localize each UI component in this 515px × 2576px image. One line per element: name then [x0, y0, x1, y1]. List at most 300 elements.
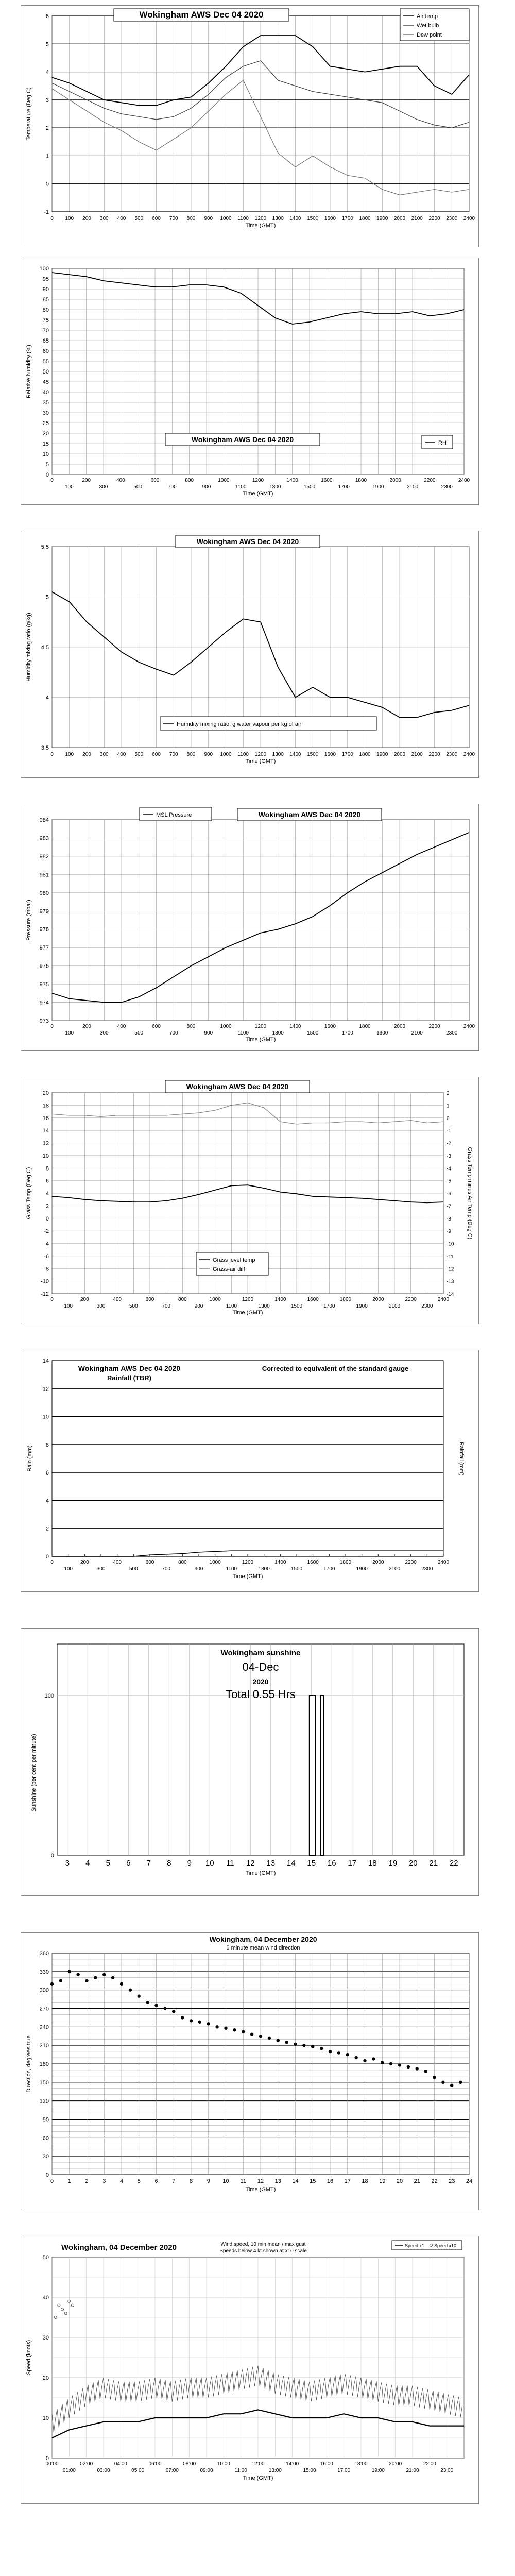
x-tick-label: 1800: [359, 216, 371, 222]
chart-title: Wokingham AWS Dec 04 2020: [139, 10, 264, 20]
y-tick-label: 4: [45, 1498, 49, 1504]
x-tick-label: 1100: [237, 752, 249, 757]
direction-point: [163, 2007, 166, 2010]
x-tick-label: 1500: [307, 216, 319, 222]
x-tick-label: 1800: [339, 1297, 352, 1302]
x-tick-label: 1500: [307, 1030, 319, 1036]
direction-point: [285, 2041, 288, 2044]
x-tick-label: 0: [50, 1560, 54, 1565]
humidity-chart: [21, 258, 478, 504]
x-tick-label: 400: [116, 478, 125, 483]
x-tick-label: 2200: [424, 478, 436, 483]
x-tick-label: 5: [137, 2178, 141, 2184]
x-tick-label: 200: [82, 752, 91, 757]
y-tick-label: 75: [42, 317, 49, 324]
x-tick-label: 02:00: [80, 2461, 93, 2467]
direction-point: [111, 1976, 114, 1979]
y-tick-label: 3: [45, 97, 49, 104]
x-tick-label: 2400: [437, 1560, 450, 1565]
chart-title: Wokingham AWS Dec 04 2020: [191, 435, 294, 444]
sunshine-chart: [21, 1629, 478, 1895]
direction-point: [242, 2030, 245, 2033]
y-tick-label: 30: [42, 2154, 49, 2160]
y-right-tick-label: -8: [447, 1216, 451, 1222]
legend-label: Air temp: [417, 13, 438, 20]
x-tick-label: 700: [169, 752, 178, 757]
y-right-tick-label: -11: [447, 1253, 454, 1260]
y-axis-label: Sunshine (per cent per minute): [31, 1734, 37, 1812]
y-right-tick-label: 1: [447, 1103, 450, 1109]
x-axis-label: Time (GMT): [245, 1037, 276, 1043]
x-tick-label: 0: [50, 1297, 54, 1302]
x-tick-label: 06:00: [148, 2461, 162, 2467]
x-tick-label: 17:00: [337, 2468, 351, 2473]
chart-subtitle-2: Speeds below 4 kt shown at x10 scale: [219, 2248, 307, 2254]
x-tick-label: 1300: [258, 1303, 270, 1309]
y-tick-label: 5: [45, 462, 49, 468]
x-tick-label: 400: [113, 1297, 122, 1302]
y-tick-label: 982: [39, 853, 49, 860]
x-tick-label: 4: [85, 1859, 90, 1868]
x-tick-label: 1700: [323, 1303, 335, 1309]
x-tick-label: 1000: [220, 752, 232, 757]
x-tick-label: 2100: [411, 216, 423, 222]
x-tick-label: 7: [146, 1859, 151, 1868]
x-tick-label: 1900: [356, 1566, 368, 1572]
y-tick-label: 80: [42, 307, 49, 313]
direction-point: [459, 2081, 462, 2084]
x-tick-label: 1900: [376, 216, 388, 222]
direction-point: [138, 1994, 141, 1997]
x-tick-label: 700: [169, 216, 178, 222]
y-tick-label: 100: [39, 266, 49, 272]
y-tick-label: 15: [42, 441, 49, 447]
y-tick-label: 18: [42, 1103, 49, 1109]
x-tick-label: 21: [429, 1859, 438, 1868]
chart-subtitle: Wind speed, 10 min mean / max gust: [220, 2242, 306, 2247]
direction-point: [433, 2076, 436, 2079]
x-tick-label: 1100: [235, 484, 247, 490]
chart-title: Wokingham AWS Dec 04 2020: [258, 810, 361, 819]
legend-label: Wet bulb: [417, 23, 439, 29]
x-tick-label: 1700: [323, 1566, 335, 1572]
x-tick-label: 1000: [209, 1560, 221, 1565]
x-tick-label: 19: [379, 2178, 386, 2184]
y-tick-label: 10: [42, 1153, 49, 1159]
x-tick-label: 500: [134, 1030, 144, 1036]
x-axis-label: Time (GMT): [245, 2187, 276, 2193]
y-right-tick-label: -3: [447, 1153, 451, 1159]
y-tick-label: 981: [39, 872, 49, 878]
y-tick-label: 180: [39, 2061, 49, 2067]
x-tick-label: 400: [113, 1560, 122, 1565]
pressure-chart: [21, 804, 478, 1050]
legend-label: RH: [438, 440, 447, 446]
temperature-chart: [21, 6, 478, 247]
y-tick-label: -6: [44, 1253, 49, 1260]
y-tick-label: 60: [42, 2135, 49, 2142]
x-tick-label: 800: [186, 1024, 196, 1029]
x-tick-label: 09:00: [200, 2468, 213, 2473]
y-tick-label: 16: [42, 1115, 49, 1122]
x-tick-label: 100: [64, 1566, 73, 1572]
y-right-tick-label: 0: [447, 1115, 450, 1122]
x-tick-label: 1700: [341, 216, 353, 222]
y-tick-label: 10: [42, 2415, 49, 2421]
x-tick-label: 800: [186, 752, 196, 757]
x-tick-label: 800: [178, 1297, 187, 1302]
x-tick-label: 11:00: [234, 2468, 247, 2473]
x-tick-label: 3: [102, 2178, 106, 2184]
x-tick-label: 18: [362, 2178, 368, 2184]
x-tick-label: 2400: [463, 1024, 475, 1029]
chart-subtitle: Rainfall (TBR): [107, 1374, 151, 1382]
x-tick-label: 900: [204, 752, 213, 757]
temperature-chart-panel: [21, 5, 479, 247]
y-tick-label: 70: [42, 328, 49, 334]
x-tick-label: 2300: [446, 1030, 458, 1036]
y-tick-label: 300: [39, 1987, 49, 1994]
x-tick-label: 2200: [428, 216, 440, 222]
x-tick-label: 1400: [289, 752, 301, 757]
mixing-ratio-chart: [21, 531, 478, 777]
y-tick-label: 6: [45, 1470, 49, 1477]
x-tick-label: 1200: [254, 216, 267, 222]
x-tick-label: 1500: [290, 1303, 303, 1309]
x-tick-label: 1300: [269, 484, 281, 490]
x-tick-label: 1600: [324, 216, 336, 222]
y-tick-label: 55: [42, 359, 49, 365]
x-tick-label: 08:00: [183, 2461, 196, 2467]
x-tick-label: 0: [50, 2178, 54, 2184]
y-tick-label: 0: [45, 2455, 49, 2462]
x-tick-label: 2400: [458, 478, 470, 483]
legend-label: MSL Pressure: [156, 812, 192, 818]
direction-point: [259, 2035, 262, 2038]
x-tick-label: 1000: [209, 1297, 221, 1302]
y-tick-label: -2: [44, 1228, 49, 1235]
x-tick-label: 1300: [258, 1566, 270, 1572]
wind-direction-chart-panel: [21, 1932, 479, 2210]
y-tick-label: 20: [42, 2375, 49, 2381]
x-axis-label: Time (GMT): [232, 1310, 263, 1316]
x-tick-label: 400: [117, 1024, 126, 1029]
x-tick-label: 500: [129, 1303, 138, 1309]
y-right-tick-label: -5: [447, 1178, 451, 1184]
x-tick-label: 1700: [341, 752, 353, 757]
direction-point: [102, 1973, 106, 1976]
y-tick-label: 210: [39, 2043, 49, 2049]
direction-point: [190, 2019, 193, 2022]
y-axis-label: Speed (knots): [26, 2340, 32, 2376]
humidity-chart-panel: [21, 258, 479, 505]
x-tick-label: 1900: [376, 752, 388, 757]
x-tick-label: 2100: [388, 1303, 401, 1309]
y-right-tick-label: -7: [447, 1204, 451, 1210]
x-tick-label: 1300: [272, 1030, 284, 1036]
x-tick-label: 700: [162, 1303, 171, 1309]
y-tick-label: 0: [45, 2172, 49, 2178]
y-tick-label: 6: [45, 13, 49, 20]
x-tick-label: 2300: [446, 216, 458, 222]
y-tick-label: 150: [39, 2079, 49, 2086]
x-tick-label: 19:00: [371, 2468, 385, 2473]
pressure-chart-panel: [21, 804, 479, 1051]
x-tick-label: 14: [292, 2178, 299, 2184]
x-tick-label: 11: [240, 2178, 246, 2184]
y-tick-label: 45: [42, 379, 49, 385]
x-tick-label: 1900: [372, 484, 384, 490]
y-tick-label: 5: [45, 41, 49, 48]
y-tick-label: 12: [42, 1386, 49, 1393]
direction-point: [181, 2016, 184, 2019]
x-axis-label: Time (GMT): [245, 758, 276, 765]
x-tick-label: 1500: [290, 1566, 303, 1572]
x-tick-label: 200: [82, 1024, 91, 1029]
direction-point: [302, 2044, 305, 2047]
x-tick-label: 1000: [218, 478, 230, 483]
direction-point: [268, 2037, 271, 2040]
chart-title: Wokingham, 04 December 2020: [209, 1935, 317, 1943]
x-tick-label: 18: [368, 1859, 377, 1868]
y-tick-label: 979: [39, 908, 49, 915]
x-tick-label: 1200: [254, 752, 267, 757]
x-tick-label: 0: [50, 752, 54, 757]
x-tick-label: 1100: [237, 1030, 249, 1036]
x-tick-label: 500: [134, 216, 144, 222]
x-tick-label: 23: [449, 2178, 455, 2184]
y-tick-label: 984: [39, 817, 49, 823]
x-tick-label: 21: [414, 2178, 420, 2184]
y-tick-label: 30: [42, 410, 49, 416]
y-tick-label: 90: [42, 286, 49, 293]
direction-point: [416, 2067, 419, 2070]
direction-point: [311, 2045, 314, 2048]
x-tick-label: 1600: [321, 478, 333, 483]
y-right-tick-label: -13: [447, 1279, 454, 1285]
x-tick-label: 23:00: [440, 2468, 454, 2473]
x-tick-label: 1000: [220, 1024, 232, 1029]
x-tick-label: 1000: [220, 216, 232, 222]
x-tick-label: 2000: [393, 1024, 406, 1029]
wind-speed-chart: [21, 2236, 478, 2503]
y-tick-label: 0: [45, 1554, 49, 1560]
y-tick-label: 30: [42, 2335, 49, 2341]
y-tick-label: 50: [42, 369, 49, 375]
y-right-axis-label: Grass Temp minus Air Temp (Deg C): [467, 1147, 473, 1240]
wind-speed-chart-panel: [21, 2236, 479, 2504]
y-tick-label: 40: [42, 389, 49, 396]
y-tick-label: 120: [39, 2098, 49, 2105]
direction-point: [389, 2062, 392, 2065]
x-tick-label: 200: [82, 478, 91, 483]
x-tick-label: 600: [152, 1024, 161, 1029]
x-tick-label: 600: [150, 478, 160, 483]
y-tick-label: 50: [42, 2255, 49, 2261]
chart-date: 04-Dec: [242, 1660, 279, 1673]
x-tick-label: 900: [194, 1303, 203, 1309]
x-tick-label: 10: [205, 1859, 214, 1868]
y-tick-label: 0: [50, 1853, 54, 1859]
y-tick-label: 270: [39, 2006, 49, 2012]
x-tick-label: 300: [99, 752, 109, 757]
direction-point: [50, 1982, 54, 1986]
x-tick-label: 100: [64, 1303, 73, 1309]
y-tick-label: 976: [39, 963, 49, 970]
x-tick-label: 6: [126, 1859, 131, 1868]
x-tick-label: 20: [396, 2178, 403, 2184]
direction-point: [398, 2063, 401, 2066]
chart-title: Wokingham, 04 December 2020: [61, 2243, 177, 2252]
y-tick-label: -8: [44, 1266, 49, 1273]
direction-point: [59, 1979, 62, 1982]
direction-point: [146, 2001, 149, 2004]
x-tick-label: 700: [169, 1030, 178, 1036]
y-tick-label: 980: [39, 890, 49, 896]
x-tick-label: 1400: [274, 1560, 286, 1565]
rainfall-chart: [21, 1350, 478, 1591]
sunshine-bar: [310, 1696, 316, 1855]
y-tick-label: -4: [44, 1241, 49, 1247]
x-tick-label: 2000: [372, 1560, 384, 1565]
direction-point: [85, 1979, 88, 1982]
x-tick-label: 2300: [446, 752, 458, 757]
y-right-tick-label: -14: [447, 1292, 454, 1297]
x-tick-label: 200: [80, 1560, 89, 1565]
legend-label: Speed x1: [405, 2243, 425, 2248]
x-tick-label: 1400: [289, 1024, 301, 1029]
direction-point: [346, 2053, 349, 2056]
y-right-tick-label: -12: [447, 1266, 454, 1273]
y-tick-label: -12: [41, 1291, 49, 1297]
x-tick-label: 2: [85, 2178, 89, 2184]
x-tick-label: 1700: [341, 1030, 353, 1036]
direction-point: [381, 2061, 384, 2064]
x-tick-label: 900: [204, 1030, 213, 1036]
y-axis-label: Direction, degrees true: [26, 2035, 32, 2093]
y-tick-label: 2: [45, 125, 49, 132]
legend-label: Humidity mixing ratio, g water vapour per kg of air: [177, 721, 302, 727]
x-tick-label: 7: [172, 2178, 176, 2184]
x-tick-label: 2200: [405, 1297, 417, 1302]
y-tick-label: -10: [41, 1278, 49, 1285]
x-tick-label: 10:00: [217, 2461, 230, 2467]
y-tick-label: 240: [39, 2024, 49, 2031]
x-tick-label: 2000: [393, 752, 406, 757]
y-axis-label: Rain (mm): [27, 1445, 33, 1472]
x-tick-label: 2100: [406, 484, 419, 490]
y-right-tick-label: -10: [447, 1241, 454, 1247]
legend-label: Dew point: [417, 32, 442, 38]
x-tick-label: 1800: [355, 478, 367, 483]
x-tick-label: 1900: [356, 1303, 368, 1309]
x-tick-label: 14: [286, 1859, 296, 1868]
plot-area: [52, 1361, 443, 1556]
x-tick-label: 07:00: [165, 2468, 179, 2473]
x-tick-label: 600: [145, 1297, 154, 1302]
direction-point: [198, 2021, 201, 2024]
chart-note: Corrected to equivalent of the standard gauge: [262, 1365, 409, 1372]
x-tick-label: 900: [194, 1566, 203, 1572]
x-tick-label: 22:00: [423, 2461, 436, 2467]
legend-label: Grass-air diff: [213, 1266, 245, 1273]
y-tick-label: 978: [39, 926, 49, 933]
x-tick-label: 1300: [272, 216, 284, 222]
x-tick-label: 11: [226, 1859, 234, 1868]
y-tick-label: 10: [42, 1414, 49, 1420]
x-tick-label: 1400: [289, 216, 301, 222]
x-tick-label: 500: [133, 484, 143, 490]
chart-title: Wokingham AWS Dec 04 2020: [196, 537, 299, 546]
x-tick-label: 1400: [286, 478, 298, 483]
y-tick-label: 360: [39, 1951, 49, 1957]
x-tick-label: 2200: [428, 1024, 440, 1029]
x-tick-label: 1400: [274, 1297, 286, 1302]
x-tick-label: 16: [327, 1859, 336, 1868]
x-tick-label: 20: [408, 1859, 418, 1868]
y-tick-label: 4: [45, 69, 49, 76]
y-axis-label: Grass Temp (Deg C): [26, 1167, 32, 1219]
sunshine-bar: [321, 1696, 324, 1855]
x-tick-label: 1800: [359, 1024, 371, 1029]
direction-point: [172, 2010, 175, 2013]
direction-point: [154, 2004, 158, 2007]
y-tick-label: 14: [42, 1358, 49, 1364]
x-tick-label: 1100: [226, 1303, 237, 1309]
mixing-ratio-chart-panel: [21, 531, 479, 778]
y-tick-label: 35: [42, 400, 49, 406]
x-axis-label: Time (GMT): [245, 1870, 276, 1876]
x-tick-label: 300: [96, 1566, 106, 1572]
rainfall-chart-panel: [21, 1350, 479, 1592]
y-tick-label: 975: [39, 981, 49, 988]
x-tick-label: 100: [65, 1030, 74, 1036]
x-tick-label: 1500: [307, 752, 319, 757]
y-axis-label: Relative humidity (%): [26, 345, 32, 398]
y-tick-label: 8: [45, 1442, 49, 1448]
x-tick-label: 2100: [411, 752, 423, 757]
x-tick-label: 400: [117, 752, 126, 757]
x-tick-label: 1200: [242, 1560, 254, 1565]
direction-point: [337, 2051, 340, 2054]
x-tick-label: 8: [167, 1859, 171, 1868]
x-tick-label: 400: [117, 216, 126, 222]
y-tick-label: 6: [45, 1178, 49, 1184]
x-tick-label: 19: [388, 1859, 398, 1868]
x-tick-label: 2100: [411, 1030, 423, 1036]
x-tick-label: 1: [67, 2178, 71, 2184]
y-tick-label: 0: [45, 472, 49, 478]
chart-title: Wokingham AWS Dec 04 2020: [78, 1364, 181, 1372]
x-tick-label: 17: [348, 1859, 357, 1868]
x-tick-label: 4: [119, 2178, 124, 2184]
x-axis-label: Time (GMT): [243, 490, 273, 497]
y-tick-label: 20: [42, 431, 49, 437]
chart-title: Wokingham AWS Dec 04 2020: [186, 1082, 289, 1091]
x-tick-label: 1500: [303, 484, 316, 490]
direction-point: [277, 2039, 280, 2042]
x-tick-label: 2000: [389, 478, 401, 483]
x-tick-label: 700: [167, 484, 177, 490]
y-tick-label: 0: [45, 1215, 49, 1222]
x-tick-label: 2300: [441, 484, 453, 490]
x-tick-label: 800: [186, 216, 196, 222]
x-tick-label: 8: [189, 2178, 193, 2184]
x-tick-label: 0: [50, 1024, 54, 1029]
chart-subtitle: 5 minute mean wind direction: [226, 1945, 300, 1951]
x-tick-label: 24: [466, 2178, 473, 2184]
x-tick-label: 16:00: [320, 2461, 333, 2467]
